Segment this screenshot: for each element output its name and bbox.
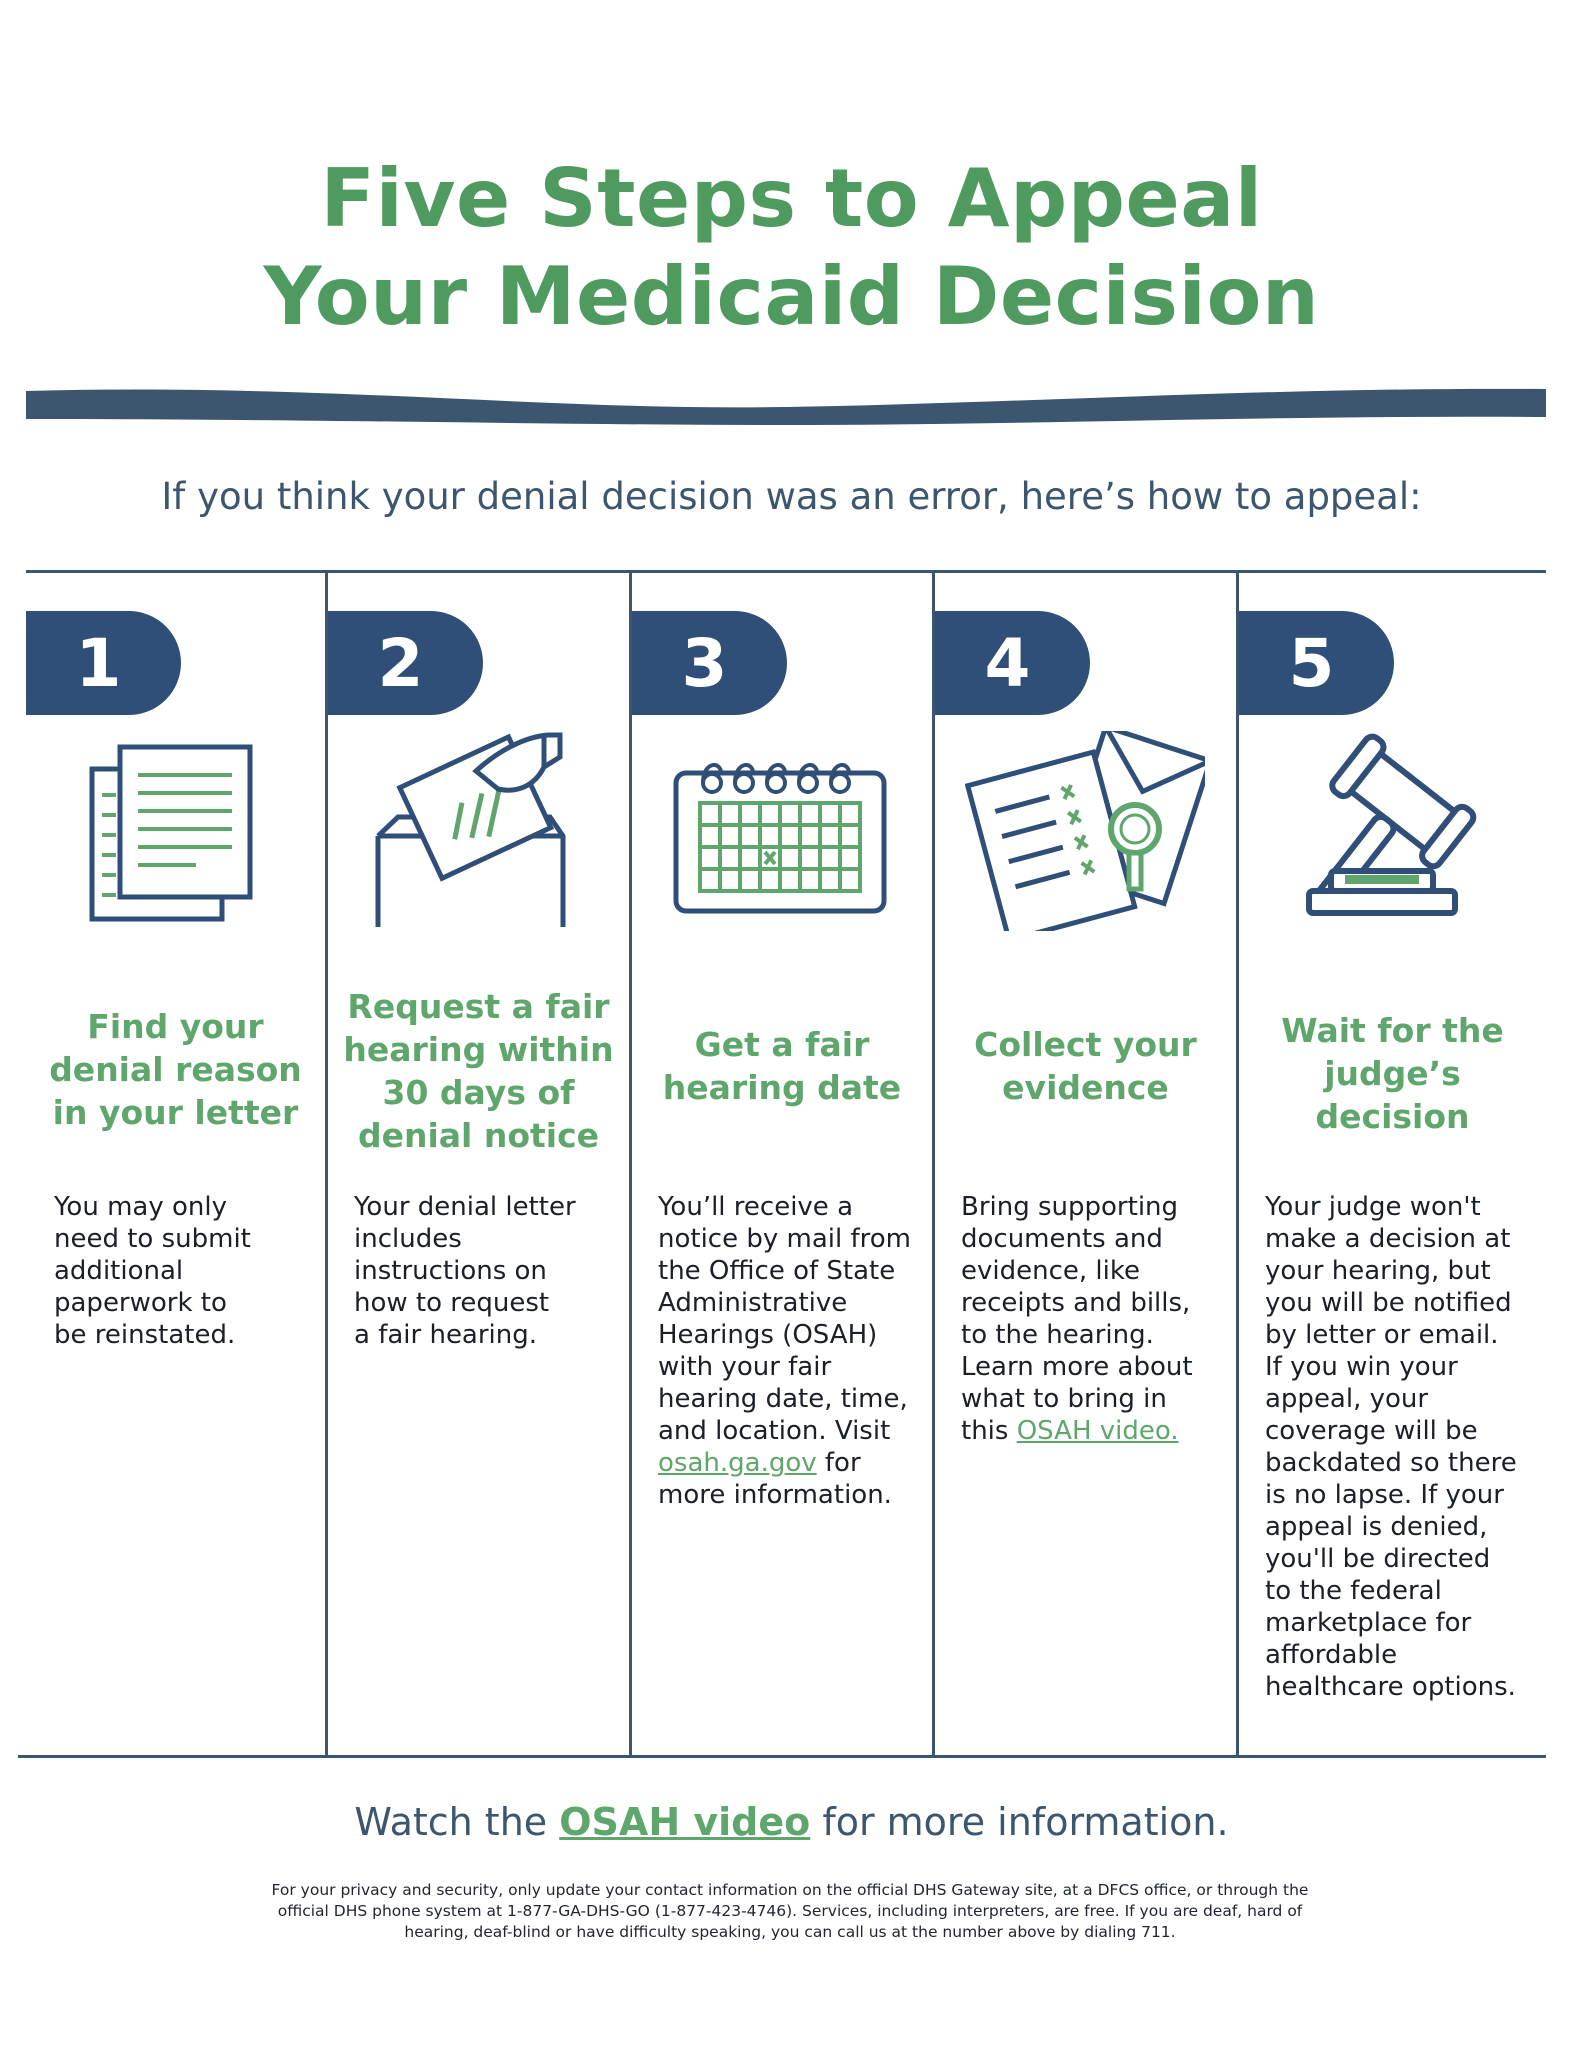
step-3: [632, 573, 932, 1755]
watch-text-before: Watch the: [354, 1800, 560, 1844]
body-line: with your fair: [658, 1352, 832, 1382]
body-line: You’ll receive a: [658, 1192, 853, 1222]
body-line: includes: [354, 1224, 462, 1254]
step-title-line: Collect your: [974, 1025, 1197, 1064]
step-title-line: Request a fair: [347, 987, 610, 1026]
title-line-2: Your Medicaid Decision: [263, 250, 1320, 343]
step-description: [658, 1191, 918, 1511]
evidence-documents-icon: [965, 731, 1205, 931]
step-title: [935, 1023, 1236, 1109]
body-line: you will be notified: [1265, 1288, 1512, 1318]
body-line: your hearing, but: [1265, 1256, 1491, 1286]
body-line: affordable: [1265, 1640, 1398, 1670]
body-line: marketplace for: [1265, 1608, 1472, 1638]
step-title: [26, 1005, 325, 1134]
step-title: [328, 985, 629, 1157]
body-line: Bring supporting: [961, 1192, 1179, 1222]
footer-line: hearing, deaf-blind or have difficulty speaking, you can call us at the number above by dialing 711.: [404, 1923, 1176, 1941]
body-line: Your denial letter: [354, 1192, 576, 1222]
body-line: evidence, like: [961, 1256, 1140, 1286]
title-line-1: Five Steps to Appeal: [320, 152, 1263, 245]
body-line: to the hearing.: [961, 1320, 1154, 1350]
table-bottom-rule: [18, 1755, 1546, 1758]
footer-line: official DHS phone system at 1-877-GA-DHS-GO (1-877-423-4746). Services, including interpreters, are free. If you are deaf, hard of: [277, 1902, 1303, 1920]
step-title-line: Wait for the: [1281, 1011, 1504, 1050]
step-number-badge: 2: [328, 611, 483, 715]
body-line: receipts and bills,: [961, 1288, 1191, 1318]
body-line: is no lapse. If your: [1265, 1480, 1504, 1510]
calendar-icon: [672, 731, 912, 931]
body-line: notice by mail from: [658, 1224, 911, 1254]
watch-text-after: for more information.: [810, 1800, 1229, 1844]
step-number-badge: 3: [632, 611, 787, 715]
body-line: by letter or email.: [1265, 1320, 1499, 1350]
watch-video-line: [0, 1800, 1583, 1844]
step-title-line: Find your: [87, 1007, 264, 1046]
wave-divider: [26, 385, 1546, 425]
body-line: a fair hearing.: [354, 1320, 538, 1350]
body-line: Hearings (OSAH): [658, 1320, 878, 1350]
step-title-line: denial notice: [357, 1116, 600, 1155]
step-description: [961, 1191, 1222, 1447]
step-title-line: in your letter: [52, 1093, 299, 1132]
osah-website-link[interactable]: osah.ga.gov: [658, 1448, 817, 1478]
body-line: more information.: [658, 1480, 892, 1510]
gavel-icon: [1279, 731, 1519, 931]
body-line: Administrative: [658, 1288, 848, 1318]
body-line: how to request: [354, 1288, 550, 1318]
step-title-line: decision: [1315, 1097, 1470, 1136]
body-line: If you win your: [1265, 1352, 1458, 1382]
step-description: [1265, 1191, 1532, 1703]
document-icon: [66, 731, 306, 931]
page-title: [0, 150, 1583, 346]
body-line: additional: [54, 1256, 184, 1286]
step-title-line: judge’s: [1324, 1054, 1461, 1093]
body-line: coverage will be: [1265, 1416, 1478, 1446]
body-line: Learn more about: [961, 1352, 1193, 1382]
step-title-line: Get a fair: [694, 1025, 870, 1064]
body-line: what to bring in: [961, 1384, 1167, 1414]
step-title-line: evidence: [1002, 1068, 1169, 1107]
step-4: [935, 573, 1236, 1755]
body-line: [961, 1415, 1222, 1447]
body-line: backdated so there: [1265, 1448, 1517, 1478]
body-line: the Office of State: [658, 1256, 896, 1286]
step-title-line: hearing date: [662, 1068, 902, 1107]
step-title: [632, 1023, 932, 1109]
step-5: [1239, 573, 1546, 1755]
step-description: [54, 1191, 311, 1351]
body-line: paperwork to: [54, 1288, 227, 1318]
body-line: You may only: [54, 1192, 227, 1222]
body-text: this: [961, 1416, 1017, 1446]
osah-video-footer-link[interactable]: OSAH video: [559, 1800, 811, 1844]
step-title-line: 30 days of: [382, 1073, 575, 1112]
body-line: and location. Visit: [658, 1416, 891, 1446]
body-line: appeal is denied,: [1265, 1512, 1488, 1542]
body-line: be reinstated.: [54, 1320, 236, 1350]
body-line: hearing date, time,: [658, 1384, 908, 1414]
body-line: documents and: [961, 1224, 1163, 1254]
step-number-badge: 5: [1239, 611, 1394, 715]
step-number-badge: 4: [935, 611, 1090, 715]
body-line: appeal, your: [1265, 1384, 1429, 1414]
step-description: [354, 1191, 615, 1351]
body-line: instructions on: [354, 1256, 547, 1286]
step-2: [328, 573, 629, 1755]
body-line: to the federal: [1265, 1576, 1442, 1606]
step-title: [1239, 1009, 1546, 1138]
intro-text: If you think your denial decision was an error, here’s how to appeal:: [161, 475, 1422, 518]
privacy-footer: [220, 1880, 1360, 1943]
step-title-line: hearing within: [343, 1030, 614, 1069]
ballot-box-icon: [348, 731, 588, 931]
body-text: for: [816, 1448, 861, 1478]
body-line: you'll be directed: [1265, 1544, 1491, 1574]
step-title-line: denial reason: [49, 1050, 302, 1089]
body-line: need to submit: [54, 1224, 251, 1254]
osah-video-link[interactable]: OSAH video.: [1016, 1416, 1179, 1446]
body-line: make a decision at: [1265, 1224, 1511, 1254]
body-line: healthcare options.: [1265, 1672, 1516, 1702]
body-line: Your judge won't: [1265, 1192, 1481, 1222]
step-1: [26, 573, 325, 1755]
step-number-badge: 1: [26, 611, 181, 715]
body-line: [658, 1447, 918, 1479]
footer-line: For your privacy and security, only update your contact information on the official DHS Gateway site, at a DFCS office, or through the: [271, 1881, 1309, 1899]
